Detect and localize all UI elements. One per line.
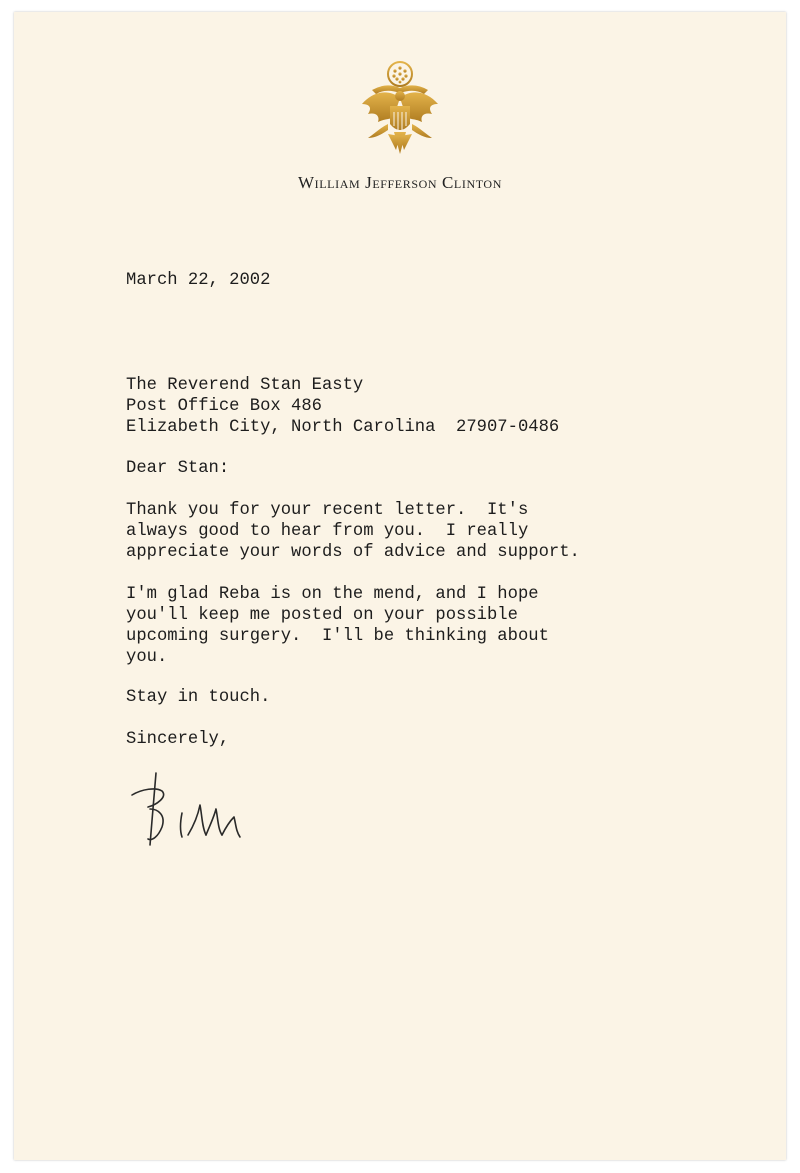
handwritten-signature xyxy=(122,765,282,860)
closing: Sincerely, xyxy=(126,730,230,749)
address-line-1: The Reverend Stan Easty xyxy=(126,376,364,395)
paragraph-1-line-3: appreciate your words of advice and support. xyxy=(126,543,580,562)
paragraph-2-line-1: I'm glad Reba is on the mend, and I hope xyxy=(126,585,539,604)
paragraph-2-line-4: you. xyxy=(126,648,168,667)
paragraph-1-line-2: always good to hear from you. I really xyxy=(126,522,529,541)
paragraph-2-line-3: upcoming surgery. I'll be thinking about xyxy=(126,627,549,646)
address-line-3: Elizabeth City, North Carolina 27907-0486 xyxy=(126,418,560,437)
paragraph-3: Stay in touch. xyxy=(126,688,271,707)
letterhead-name: William Jefferson Clinton xyxy=(298,173,502,192)
paragraph-2-line-2: you'll keep me posted on your possible xyxy=(126,606,518,625)
paragraph-1-line-1: Thank you for your recent letter. It's xyxy=(126,501,529,520)
presidential-seal-icon xyxy=(358,58,442,158)
letter-date: March 22, 2002 xyxy=(126,271,271,290)
salutation: Dear Stan: xyxy=(126,459,230,478)
address-line-2: Post Office Box 486 xyxy=(126,397,322,416)
